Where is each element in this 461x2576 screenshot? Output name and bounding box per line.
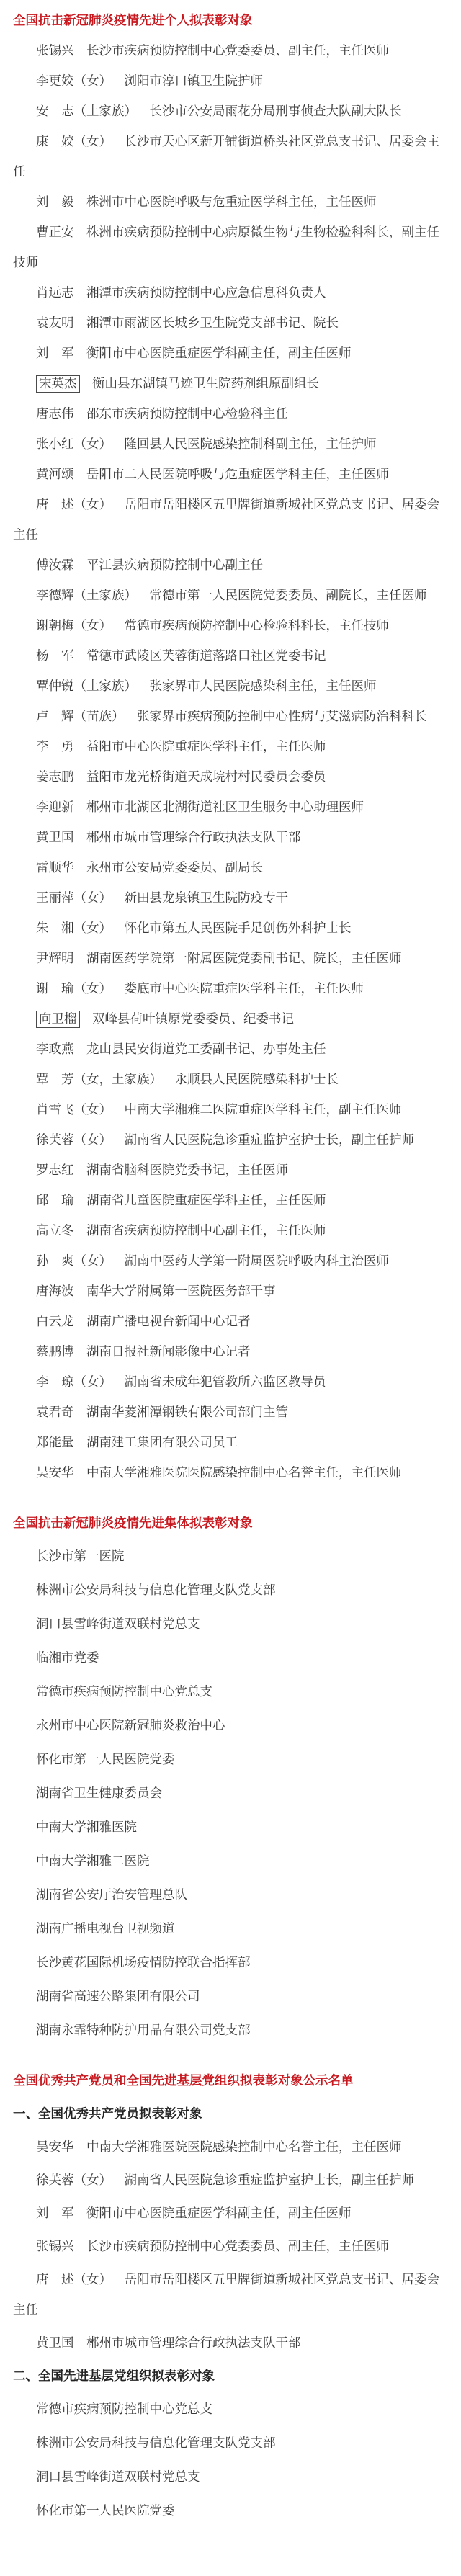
individual-name: 曹正安 (36, 225, 74, 240)
individual-title: 张家界市人民医院感染科主任，主任医师 (149, 679, 377, 694)
individual-entry (13, 127, 448, 187)
party-member-name: 吴安华 (36, 2140, 74, 2155)
individual-name: 朱 湘（女） (36, 921, 112, 936)
individual-title: 双峰县荷叶镇原党委委员、纪委书记 (92, 1012, 294, 1027)
individual-name: 徐芙蓉（女） (36, 1133, 112, 1148)
collective-item: 永州市中心医院新冠肺炎救治中心 (36, 1719, 225, 1733)
individual-name: 雷顺华 (36, 861, 74, 875)
individual-name: 卢 辉（苗族） (36, 710, 125, 724)
individual-entry (13, 1155, 448, 1186)
individual-title: 常德市疾病预防控制中心检验科科长，主任技师 (124, 619, 389, 633)
individual-name: 刘 毅 (36, 195, 74, 210)
individual-title: 株洲市疾病预防控制中心病原微生物与生物检验科科长，副主任技师 (13, 225, 439, 270)
individual-entry (13, 944, 448, 974)
collective-item: 湖南永霏特种防护用品有限公司党支部 (36, 2023, 251, 2038)
individual-name: 黄卫国 (36, 831, 74, 845)
individual-title: 中南大学湘雅二医院重症医学科主任，副主任医师 (124, 1103, 402, 1117)
party-members-heading: 一、全国优秀共产党员拟表彰对象 (13, 2107, 202, 2121)
individual-title: 湖南省未成年犯管教所六监区教导员 (124, 1375, 326, 1390)
individual-entry (13, 369, 448, 399)
individual-name: 李更姣（女） (36, 74, 112, 89)
individual-name: 张锡兴 (36, 44, 74, 58)
individual-title: 株洲市中心医院呼吸与危重症医学科主任，主任医师 (86, 195, 377, 210)
individual-title: 湖南省儿童医院重症医学科主任，主任医师 (86, 1194, 326, 1208)
individual-title: 湘潭市雨湖区长城乡卫生院党支部书记、院长 (86, 316, 339, 331)
individual-entry (13, 702, 448, 732)
individual-title: 湖南日报社新闻影像中心记者 (86, 1345, 251, 1359)
individual-title: 湖南医药学院第一附属医院党委副书记、院长，主任医师 (86, 952, 402, 966)
individual-entry (13, 611, 448, 641)
individual-title: 郴州市北湖区北湖街道社区卫生服务中心助理医师 (86, 800, 364, 815)
individual-name: 肖远志 (36, 286, 74, 300)
individual-title: 湖南省疾病预防控制中心副主任，主任医师 (86, 1224, 326, 1238)
individual-name: 孙 爽（女） (36, 1254, 112, 1269)
party-member-name: 张锡兴 (36, 2240, 74, 2254)
party-member-name: 黄卫国 (36, 2336, 74, 2351)
collective-item: 临湘市党委 (36, 1651, 99, 1665)
individual-name: 张小红（女） (36, 437, 112, 452)
individual-name: 王丽萍（女） (36, 891, 112, 905)
individual-entry (13, 1125, 448, 1155)
collective-item: 株洲市公安局科技与信息化管理支队党支部 (36, 1583, 276, 1598)
individual-entry (13, 339, 448, 369)
individual-name: 姜志鹏 (36, 770, 74, 784)
party-organizations-heading: 二、全国先进基层党组织拟表彰对象 (13, 2369, 215, 2384)
individual-name: 覃 芳（女，土家族） (36, 1073, 162, 1087)
individual-entry (13, 1428, 448, 1458)
individual-entry (13, 883, 448, 913)
individual-entry (13, 823, 448, 853)
individual-title: 湘潭市疾病预防控制中心应急信息科负责人 (86, 286, 326, 300)
individual-title: 衡山县东湖镇马迹卫生院药剂组原副组长 (92, 377, 319, 391)
individual-name: 白云龙 (36, 1315, 74, 1329)
collective-item: 中南大学湘雅医院 (36, 1820, 137, 1835)
party-member-name: 徐芙蓉（女） (36, 2173, 112, 2188)
individual-entry (13, 762, 448, 792)
individual-name: 唐海波 (36, 1284, 74, 1299)
party-heading: 全国优秀共产党员和全国先进基层党组织拟表彰对象公示名单 (13, 2074, 354, 2088)
collective-item: 长沙黄花国际机场疫情防控联合指挥部 (36, 1956, 251, 1970)
party-member-entry (13, 2132, 448, 2163)
individual-entry (13, 974, 448, 1004)
individual-title: 南华大学附属第一医院医务部干事 (86, 1284, 276, 1299)
individual-title: 益阳市中心医院重症医学科主任，主任医师 (86, 740, 326, 754)
party-organization-item: 常德市疾病预防控制中心党总支 (36, 2402, 212, 2417)
individual-entry (13, 581, 448, 611)
individual-entry (13, 429, 448, 460)
individual-name: 袁君奇 (36, 1405, 74, 1420)
individual-name: 谢 瑜（女） (36, 982, 112, 996)
individual-entry (13, 218, 448, 278)
individual-entry (13, 66, 448, 97)
party-section (13, 2066, 448, 2526)
individual-name-boxed: 宋英杰 (36, 375, 80, 393)
collective-item: 中南大学湘雅二医院 (36, 1854, 150, 1869)
individual-title: 永顺县人民医院感染科护士长 (174, 1073, 339, 1087)
individual-name: 杨 军 (36, 649, 74, 663)
individual-title: 隆回县人民医院感染控制科副主任，主任护师 (124, 437, 377, 452)
collective-item: 湖南省公安厅治安管理总队 (36, 1888, 187, 1902)
individual-title: 娄底市中心医院重症医学科主任，主任医师 (124, 982, 364, 996)
individual-entry (13, 97, 448, 127)
individual-entry (13, 1034, 448, 1065)
collective-item: 长沙市第一医院 (36, 1549, 125, 1564)
individual-entry (13, 1458, 448, 1488)
individuals-heading: 全国抗击新冠肺炎疫情先进个人拟表彰对象 (13, 14, 253, 28)
party-member-title: 衡阳市中心医院重症医学科副主任，副主任医师 (86, 2206, 352, 2221)
individual-entry (13, 399, 448, 429)
collectives-heading: 全国抗击新冠肺炎疫情先进集体拟表彰对象 (13, 1516, 253, 1531)
individual-entry (13, 490, 448, 550)
individual-title: 湖南省人民医院急诊重症监护室护士长，副主任护师 (124, 1133, 414, 1148)
individual-title: 湖南省脑科医院党委书记，主任医师 (86, 1163, 288, 1178)
party-member-entry (13, 2199, 448, 2229)
individual-name: 李政燕 (36, 1042, 74, 1057)
individual-entry (13, 278, 448, 308)
party-member-title: 长沙市疾病预防控制中心党委委员、副主任，主任医师 (86, 2240, 389, 2254)
party-organization-item: 怀化市第一人民医院党委 (36, 2504, 175, 2518)
individual-entry (13, 1246, 448, 1276)
party-organization-item: 洞口县雪峰街道双联村党总支 (36, 2470, 200, 2485)
individual-name: 蔡鹏博 (36, 1345, 74, 1359)
individual-title: 平江县疾病预防控制中心副主任 (86, 558, 263, 573)
individual-name: 罗志红 (36, 1163, 74, 1178)
individual-entry (13, 853, 448, 883)
individual-entry (13, 1397, 448, 1428)
individual-entry (13, 460, 448, 490)
individual-entry (13, 671, 448, 702)
party-member-title: 中南大学湘雅医院医院感染控制中心名誉主任，主任医师 (86, 2140, 402, 2155)
individual-title: 郴州市城市管理综合行政执法支队干部 (86, 831, 301, 845)
individual-entry (13, 1065, 448, 1095)
individual-title: 岳阳市岳阳楼区五里牌街道新城社区党总支书记、居委会主任 (13, 498, 439, 542)
individual-entry (13, 913, 448, 944)
party-organization-item: 株洲市公安局科技与信息化管理支队党支部 (36, 2436, 276, 2451)
individual-name: 李迎新 (36, 800, 74, 815)
individual-name: 郑能量 (36, 1436, 74, 1450)
individual-title: 永州市公安局党委委员、副局长 (86, 861, 263, 875)
party-member-entry (13, 2328, 448, 2358)
individual-name: 唐志伟 (36, 407, 74, 421)
individual-name: 尹辉明 (36, 952, 74, 966)
individual-title: 邵东市疾病预防控制中心检验科主任 (86, 407, 288, 421)
individual-name: 吴安华 (36, 1466, 74, 1480)
individual-title: 岳阳市二人民医院呼吸与危重症医学科主任，主任医师 (86, 468, 389, 482)
party-member-name: 刘 军 (36, 2206, 74, 2221)
collective-item: 常德市疾病预防控制中心党总支 (36, 1685, 212, 1699)
individual-title: 长沙市天心区新开铺街道桥头社区党总支书记、居委会主任 (13, 135, 439, 179)
individual-name: 袁友明 (36, 316, 74, 331)
individual-name: 覃仲锐（土家族） (36, 679, 137, 694)
individual-entry (13, 36, 448, 66)
individual-name: 唐 述（女） (36, 498, 112, 512)
individual-entry (13, 641, 448, 671)
party-member-entry (13, 2165, 448, 2196)
individual-title: 常德市武陵区芙蓉街道落路口社区党委书记 (86, 649, 326, 663)
collective-item: 怀化市第一人民医院党委 (36, 1753, 175, 1767)
individual-name: 康 姣（女） (36, 135, 112, 149)
individual-name: 刘 军 (36, 346, 74, 361)
individual-name: 邱 瑜 (36, 1194, 74, 1208)
individual-title: 长沙市疾病预防控制中心党委委员、副主任，主任医师 (86, 44, 389, 58)
party-member-entry (13, 2232, 448, 2262)
party-member-title: 岳阳市岳阳楼区五里牌街道新城社区党总支书记、居委会主任 (13, 2273, 439, 2317)
individual-title: 常德市第一人民医院党委委员、副院长，主任医师 (149, 589, 427, 603)
collective-item: 湖南省高速公路集团有限公司 (36, 1990, 200, 2004)
collectives-section (13, 1508, 448, 2046)
individual-name-boxed: 向卫榴 (36, 1011, 80, 1028)
individual-entry (13, 732, 448, 762)
individual-title: 怀化市第五人民医院手足创伤外科护士长 (124, 921, 352, 936)
individual-title: 张家界市疾病预防控制中心性病与艾滋病防治科科长 (137, 710, 427, 724)
individual-title: 湖南中医药大学第一附属医院呼吸内科主治医师 (124, 1254, 389, 1269)
individual-entry (13, 792, 448, 823)
individual-title: 湖南建工集团有限公司员工 (86, 1436, 238, 1450)
individual-entry (13, 1367, 448, 1397)
individual-title: 龙山县民安街道党工委副书记、办事处主任 (86, 1042, 326, 1057)
individual-entry (13, 550, 448, 581)
individual-entry (13, 308, 448, 339)
individual-title: 衡阳市中心医院重症医学科副主任，副主任医师 (86, 346, 352, 361)
party-member-entry (13, 2265, 448, 2325)
individual-entry (13, 1337, 448, 1367)
individual-entry (13, 1216, 448, 1246)
individual-name: 傅汝霖 (36, 558, 74, 573)
party-member-title: 湖南省人民医院急诊重症监护室护士长，副主任护师 (124, 2173, 414, 2188)
individuals-section (13, 6, 448, 1488)
individual-entry (13, 1186, 448, 1216)
collective-item: 湖南广播电视台卫视频道 (36, 1922, 175, 1936)
collective-item: 洞口县雪峰街道双联村党总支 (36, 1617, 200, 1632)
individual-name: 高立冬 (36, 1224, 74, 1238)
individual-name: 黄河颂 (36, 468, 74, 482)
party-member-title: 郴州市城市管理综合行政执法支队干部 (86, 2336, 301, 2351)
individual-title: 湖南华菱湘潭钢铁有限公司部门主管 (86, 1405, 288, 1420)
individual-name: 李 勇 (36, 740, 74, 754)
individual-entry (13, 1307, 448, 1337)
individual-title: 湖南广播电视台新闻中心记者 (86, 1315, 251, 1329)
individual-name: 李德辉（土家族） (36, 589, 137, 603)
individual-name: 谢朝梅（女） (36, 619, 112, 633)
collective-item: 湖南省卫生健康委员会 (36, 1786, 162, 1801)
individual-title: 长沙市公安局雨花分局刑事侦查大队副大队长 (149, 104, 402, 119)
individual-title: 浏阳市淳口镇卫生院护师 (124, 74, 263, 89)
party-member-name: 唐 述（女） (36, 2273, 112, 2287)
individual-title: 中南大学湘雅医院医院感染控制中心名誉主任，主任医师 (86, 1466, 402, 1480)
individual-name: 肖雪飞（女） (36, 1103, 112, 1117)
individual-entry (13, 1004, 448, 1034)
individual-entry (13, 187, 448, 218)
individual-title: 益阳市龙光桥街道天成垸村村民委员会委员 (86, 770, 326, 784)
individual-name: 李 琼（女） (36, 1375, 112, 1390)
individual-entry (13, 1276, 448, 1307)
individual-entry (13, 1095, 448, 1125)
individual-name: 安 志（土家族） (36, 104, 137, 119)
individual-title: 新田县龙泉镇卫生院防疫专干 (124, 891, 288, 905)
